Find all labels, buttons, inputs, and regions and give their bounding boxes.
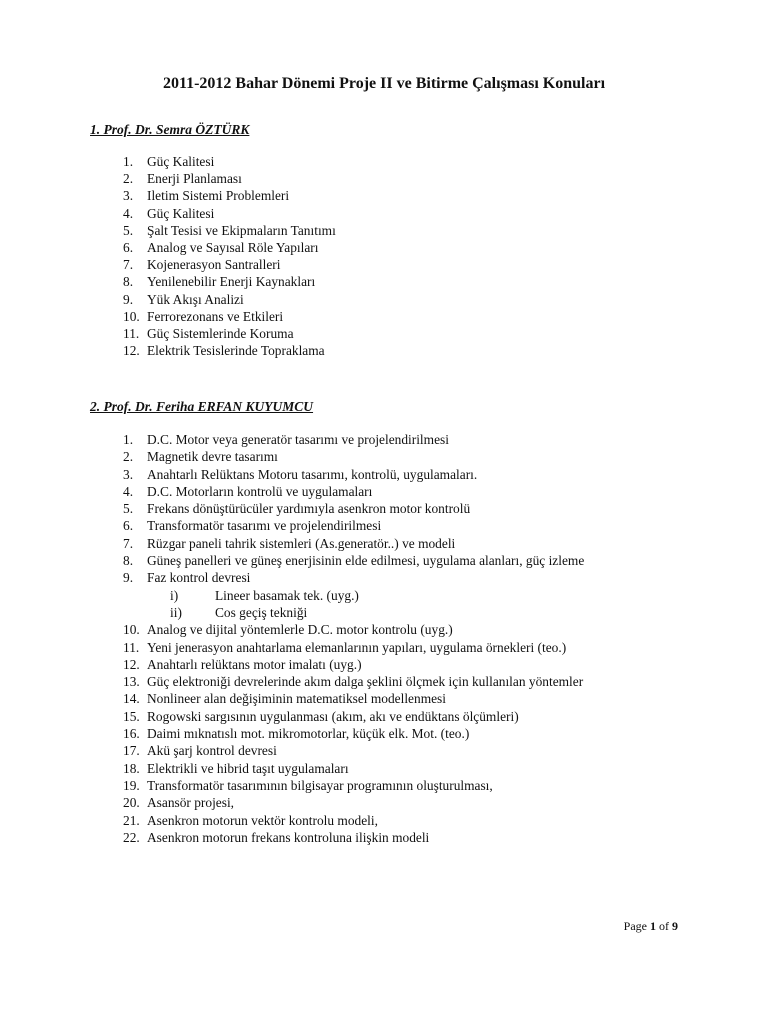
item-text: Elektrik Tesislerinde Topraklama	[147, 343, 325, 359]
list-item	[0, 483, 768, 500]
list-item	[0, 673, 768, 690]
item-number: 20.	[123, 795, 140, 811]
item-text: Cos geçiş tekniği	[215, 604, 308, 620]
item-text: Daimi mıknatıslı mot. mikromotorlar, küçük elk. Mot. (teo.)	[147, 726, 470, 742]
list-item	[0, 569, 768, 586]
item-text: Asenkron motorun frekans kontroluna ilişkin modeli	[147, 829, 430, 845]
item-number: 12.	[123, 343, 140, 359]
item-text: Asansör projesi,	[147, 795, 235, 811]
list-item	[0, 777, 768, 794]
item-number: 10.	[123, 308, 140, 324]
item-number: 1.	[123, 432, 134, 447]
page-word: Page	[623, 919, 647, 933]
item-number: 6.	[123, 518, 134, 534]
of-word: of	[659, 919, 669, 933]
item-number: 2.	[123, 171, 134, 187]
list-item	[0, 794, 768, 811]
list-item	[0, 448, 768, 465]
item-text: Akü şarj kontrol devresi	[147, 743, 277, 759]
list-item	[0, 517, 768, 534]
list-item	[0, 500, 768, 517]
item-text: Güç elektroniği devrelerinde akım dalga şeklini ölçmek için kullanılan yöntemler	[147, 674, 584, 690]
item-text: Elektrikli ve hibrid taşıt uygulamaları	[147, 760, 349, 776]
list-item	[0, 239, 768, 256]
item-text: Rogowski sargısının uygulanması (akım, akı ve endüktans ölçümleri)	[147, 708, 519, 724]
list-item	[0, 187, 768, 204]
item-number: 12.	[123, 656, 140, 672]
sub-list-item	[0, 587, 768, 604]
list-item	[0, 205, 768, 222]
list-item	[0, 466, 768, 483]
item-number: 13.	[123, 674, 140, 690]
item-text: Anahtarlı Relüktans Motoru tasarımı, kontrolü, uygulamaları.	[147, 466, 478, 482]
item-text: D.C. Motorların kontrolü ve uygulamaları	[147, 483, 373, 499]
item-number: 16.	[123, 726, 140, 742]
item-number: 7.	[123, 535, 134, 551]
item-number: 4.	[123, 205, 134, 221]
item-text: Transformatör tasarımı ve projelendirilmesi	[147, 518, 382, 534]
item-number: 11.	[123, 325, 140, 341]
item-text: Analog ve dijital yöntemlerle D.C. motor kontrolu (uyg.)	[147, 622, 453, 638]
item-number: ii)	[170, 604, 182, 620]
item-text: Yük Akışı Analizi	[147, 291, 244, 307]
item-number: 11.	[123, 639, 140, 655]
item-text: Kojenerasyon Santralleri	[147, 257, 281, 273]
list-item	[0, 222, 768, 239]
item-text: Güneş panelleri ve güneş enerjisinin elde edilmesi, uygulama alanları, güç izleme	[147, 553, 585, 569]
list-item	[0, 273, 768, 290]
item-text: Lineer basamak tek. (uyg.)	[215, 587, 359, 603]
list-item	[0, 708, 768, 725]
item-number: 15.	[123, 708, 140, 724]
item-text: Güç Kalitesi	[147, 154, 215, 169]
item-number: 18.	[123, 760, 140, 776]
sub-list-item	[0, 604, 768, 621]
item-number: 9.	[123, 570, 134, 586]
item-number: 4.	[123, 483, 134, 499]
page-footer	[624, 918, 678, 934]
item-number: 3.	[123, 466, 134, 482]
list-item	[0, 656, 768, 673]
topic-list-2	[0, 431, 768, 846]
page-total: 9	[672, 919, 678, 933]
item-text: Güç Sistemlerinde Koruma	[147, 325, 294, 341]
item-number: 9.	[123, 291, 134, 307]
item-number: 14.	[123, 691, 140, 707]
item-text: Frekans dönüştürücüler yardımıyla asenkron motor kontrolü	[147, 501, 471, 517]
item-number: 3.	[123, 188, 134, 204]
item-number: 8.	[123, 274, 134, 290]
item-number: 8.	[123, 553, 134, 569]
item-text: Enerji Planlaması	[147, 171, 242, 187]
list-item	[0, 535, 768, 552]
item-text: Iletim Sistemi Problemleri	[147, 188, 290, 204]
item-number: 6.	[123, 239, 134, 255]
list-item	[0, 153, 768, 170]
list-item	[0, 291, 768, 308]
item-number: 1.	[123, 154, 134, 169]
item-number: 21.	[123, 812, 140, 828]
list-item	[0, 742, 768, 759]
item-number: 19.	[123, 777, 140, 793]
list-item	[0, 552, 768, 569]
item-number: 10.	[123, 622, 140, 638]
item-number: 5.	[123, 222, 134, 238]
list-item	[0, 829, 768, 846]
document-title: 2011-2012 Bahar Dönemi Proje II ve Bitirme Çalışması Konuları	[162, 75, 606, 92]
section-heading-2: 2. Prof. Dr. Feriha ERFAN KUYUMCU	[90, 399, 314, 414]
list-item	[0, 621, 768, 638]
item-text: Yeni jenerasyon anahtarlama elemanlarının yapıları, uygulama örnekleri (teo.)	[147, 639, 567, 655]
list-item	[0, 325, 768, 342]
page-number: 1	[650, 919, 656, 933]
item-number: 7.	[123, 257, 134, 273]
item-text: Asenkron motorun vektör kontrolu modeli,	[147, 812, 378, 828]
item-text: Faz kontrol devresi	[147, 570, 251, 586]
item-number: 22.	[123, 829, 140, 845]
item-number: 5.	[123, 501, 134, 517]
list-item	[0, 170, 768, 187]
list-item	[0, 690, 768, 707]
item-number: 2.	[123, 449, 134, 465]
item-text: Nonlineer alan değişiminin matematiksel modellenmesi	[147, 691, 446, 707]
section-heading-1: 1. Prof. Dr. Semra ÖZTÜRK	[90, 122, 250, 137]
item-text: D.C. Motor veya generatör tasarımı ve projelendirilmesi	[147, 432, 449, 447]
list-item	[0, 308, 768, 325]
item-number: i)	[170, 587, 179, 603]
list-item	[0, 639, 768, 656]
item-text: Şalt Tesisi ve Ekipmaların Tanıtımı	[147, 222, 336, 238]
item-text: Transformatör tasarımının bilgisayar programının oluşturulması,	[147, 777, 493, 793]
topic-list-1	[0, 153, 768, 359]
item-text: Yenilenebilir Enerji Kaynakları	[147, 274, 316, 290]
item-text: Güç Kalitesi	[147, 205, 215, 221]
item-text: Ferrorezonans ve Etkileri	[147, 308, 284, 324]
item-text: Rüzgar paneli tahrik sistemleri (As.generatör..) ve modeli	[147, 535, 456, 551]
list-item	[0, 725, 768, 742]
item-text: Anahtarlı relüktans motor imalatı (uyg.)	[147, 656, 362, 672]
item-text: Analog ve Sayısal Röle Yapıları	[147, 239, 319, 255]
list-item	[0, 342, 768, 359]
item-text: Magnetik devre tasarımı	[147, 449, 278, 465]
list-item	[0, 256, 768, 273]
list-item	[0, 431, 768, 448]
item-number: 17.	[123, 743, 140, 759]
list-item	[0, 760, 768, 777]
list-item	[0, 812, 768, 829]
